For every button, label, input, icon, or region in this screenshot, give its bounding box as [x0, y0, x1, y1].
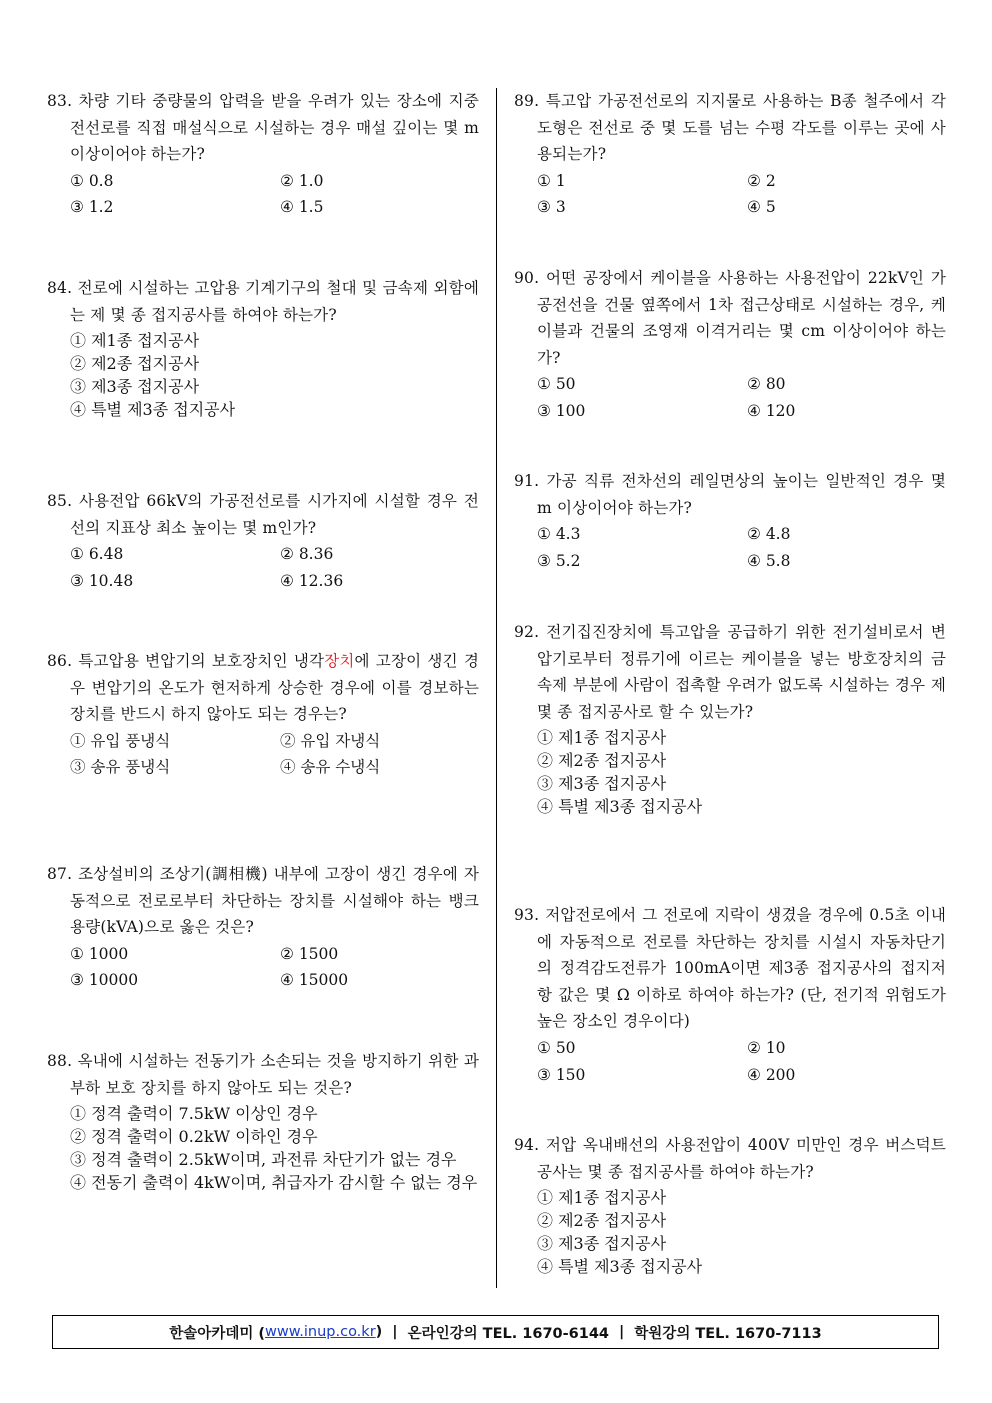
option-3: ③ 송유 풍냉식	[70, 758, 171, 777]
stem-part-a: 86. 특고압용 변압기의 보호장치인 냉각	[47, 652, 325, 670]
separator: |	[619, 1324, 625, 1340]
footer-box	[52, 1315, 939, 1349]
option-4: ④ 120	[747, 401, 796, 420]
question-93	[514, 902, 946, 1088]
option-2: ② 제2종 접지공사	[537, 1211, 667, 1231]
question-stem: 91. 가공 직류 전차선의 레일면상의 높이는 일반적인 경우 몇 m 이상이어야 하는가?	[514, 472, 946, 517]
option-3: ③ 3	[537, 198, 566, 217]
question-90	[514, 265, 946, 425]
option-2: ② 제2종 접지공사	[70, 354, 200, 374]
question-87	[47, 861, 479, 994]
option-4: ④ 송유 수냉식	[280, 758, 381, 777]
option-3: ③ 제3종 접지공사	[537, 774, 667, 794]
option-2: ② 10	[747, 1038, 786, 1057]
question-stem: 85. 사용전압 66kV의 가공전선로를 시가지에 시설할 경우 전선의 지표상 최소 높이는 몇 m인가?	[47, 492, 479, 537]
paren-close: )	[375, 1324, 383, 1340]
question-stem: 92. 전기집진장치에 특고압을 공급하기 위한 전기설비로서 변압기로부터 정류기에 이르는 케이블을 넣는 방호장치의 금속제 부분에 사람이 접촉할 우려가 없도록 시설하는 경우 제 몇 종 접지공사로 할 수 있는가?	[514, 623, 946, 721]
question-stem: 84. 전로에 시설하는 고압용 기계기구의 철대 및 금속제 외함에는 제 몇 종 접지공사를 하여야 하는가?	[47, 279, 479, 324]
option-3: ③ 제3종 접지공사	[70, 377, 200, 397]
option-2: ② 4.8	[747, 525, 791, 544]
academy-name: 한솔아카데미 (	[169, 1325, 266, 1342]
option-4: ④ 5	[747, 198, 776, 217]
option-1: ① 0.8	[70, 171, 114, 190]
question-stem: 89. 특고압 가공전선로의 지지물로 사용하는 B종 철주에서 각도형은 전선로 중 몇 도를 넘는 수평 각도를 이루는 곳에 사용되는가?	[514, 92, 946, 164]
question-94	[514, 1132, 946, 1277]
option-4: ④ 1.5	[280, 198, 324, 217]
option-2: ② 유입 자냉식	[280, 731, 381, 750]
option-4: ④ 특별 제3종 접지공사	[537, 797, 703, 817]
academy-phone: 학원강의 TEL. 1670-7113	[634, 1325, 822, 1342]
online-phone: 온라인강의 TEL. 1670-6144	[407, 1325, 609, 1342]
option-2: ② 2	[747, 171, 776, 190]
option-1: ① 제1종 접지공사	[537, 728, 667, 748]
option-4: ④ 200	[747, 1065, 796, 1084]
question-85	[47, 488, 479, 594]
option-4: ④ 특별 제3종 접지공사	[537, 1257, 703, 1277]
option-3: ③ 10000	[70, 971, 139, 990]
option-2: ② 제2종 접지공사	[537, 751, 667, 771]
option-1: ① 50	[537, 1038, 576, 1057]
option-1: ① 6.48	[70, 545, 124, 564]
option-1: ① 4.3	[537, 525, 581, 544]
separator: |	[392, 1324, 398, 1340]
question-stem: 83. 차량 기타 중량물의 압력을 받을 우려가 있는 장소에 지중 전선로를 직접 매설식으로 시설하는 경우 매설 깊이는 몇 m 이상이어야 하는가?	[47, 92, 479, 164]
option-3: ③ 5.2	[537, 551, 581, 570]
option-3: ③ 제3종 접지공사	[537, 1234, 667, 1254]
option-3: ③ 100	[537, 401, 586, 420]
option-4: ④ 5.8	[747, 551, 791, 570]
option-3: ③ 정격 출력이 2.5kW이며, 과전류 차단기가 없는 경우	[70, 1150, 457, 1170]
stem-part-b: 에 고장이 생긴 경우 변압기의 온도가 현저하게 상승한 경우에 이를 경보하는 장치를 반드시 하지 않아도 되는 경우는?	[70, 652, 480, 724]
option-3: ③ 1.2	[70, 198, 114, 217]
question-92	[514, 619, 946, 817]
highlighted-word: 장치	[324, 652, 355, 670]
column-divider	[496, 88, 497, 1288]
option-1: ① 1	[537, 171, 566, 190]
option-1: ① 제1종 접지공사	[537, 1188, 667, 1208]
question-86	[47, 648, 479, 781]
option-4: ④ 특별 제3종 접지공사	[70, 400, 236, 420]
question-89	[514, 88, 946, 221]
option-3: ③ 10.48	[70, 571, 134, 590]
question-83	[47, 88, 479, 221]
option-1: ① 1000	[70, 944, 129, 963]
question-88	[47, 1048, 479, 1193]
option-3: ③ 150	[537, 1065, 586, 1084]
option-1: ① 정격 출력이 7.5kW 이상인 경우	[70, 1104, 318, 1124]
option-2: ② 정격 출력이 0.2kW 이하인 경우	[70, 1127, 318, 1147]
question-stem: 87. 조상설비의 조상기(調相機) 내부에 고장이 생긴 경우에 자동적으로 전로로부터 차단하는 장치를 시설해야 하는 뱅크용량(kVA)으로 옳은 것은?	[47, 865, 479, 937]
option-2: ② 8.36	[280, 545, 334, 564]
question-stem: 90. 어떤 공장에서 케이블을 사용하는 사용전압이 22kV인 가공전선을 건물 옆쪽에서 1차 접근상태로 시설하는 경우, 케이블과 건물의 조영재 이격거리는 몇 cm 이상이어야 하는가?	[514, 269, 946, 367]
option-2: ② 1500	[280, 944, 339, 963]
question-stem	[47, 648, 479, 728]
option-1: ① 50	[537, 375, 576, 394]
option-1: ① 유입 풍냉식	[70, 731, 171, 750]
question-stem: 94. 저압 옥내배선의 사용전압이 400V 미만인 경우 버스덕트 공사는 몇 종 접지공사를 하여야 하는가?	[514, 1136, 946, 1181]
website-link[interactable]: www.inup.co.kr	[265, 1324, 376, 1340]
option-4: ④ 15000	[280, 971, 349, 990]
question-stem: 88. 옥내에 시설하는 전동기가 소손되는 것을 방지하기 위한 과부하 보호 장치를 하지 않아도 되는 것은?	[47, 1052, 479, 1097]
option-2: ② 80	[747, 375, 786, 394]
question-91	[514, 468, 946, 574]
option-4: ④ 12.36	[280, 571, 344, 590]
question-84	[47, 275, 479, 420]
question-stem: 93. 저압전로에서 그 전로에 지락이 생겼을 경우에 0.5초 이내에 자동적으로 전로를 차단하는 장치를 시설시 자동차단기의 정격감도전류가 100mA이면 제3종 접지공사의 접지저항 값은 몇 Ω 이하로 하여야 하는가? (단, 전기적 위험도가 높은 장소인 경우이다)	[514, 906, 946, 1031]
option-4: ④ 전동기 출력이 4kW이며, 취급자가 감시할 수 없는 경우	[70, 1173, 478, 1193]
option-1: ① 제1종 접지공사	[70, 331, 200, 351]
option-2: ② 1.0	[280, 171, 324, 190]
